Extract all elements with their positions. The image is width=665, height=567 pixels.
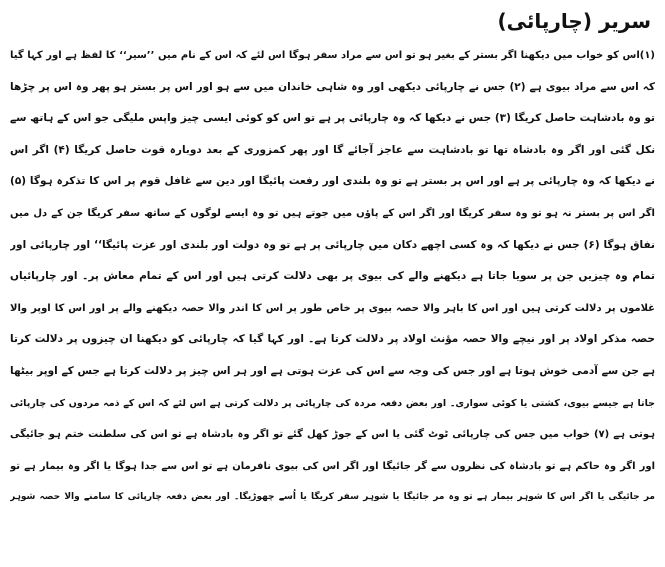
- text-line: جاتا ہے جیسے بیوی، کشتی یا کوئی سواری۔ اور بعض دفعہ مردہ کی چارپائی پر دلالت کرتی ہے اس لئے کہ اس کے ذمہ مردوں کی چارپائی: [10, 397, 655, 409]
- text-line: اور اگر وہ حاکم ہے تو بادشاہ کی نظروں سے گر جائیگا اور اگر اس کی بیوی نافرمان ہے تو اس سے جدا ہوگا یا اگر وہ بیمار ہے تو: [10, 460, 655, 472]
- text-line: مر جائیگی یا اگر اس کا شوہر بیمار ہے تو وہ مر جائیگا یا شوہر سفر کریگا یا اُسے چھوڑیگا۔ اور بعض دفعہ چارپائی کا سامنے والا حصہ شوہر: [10, 492, 655, 503]
- text-line: ہوتی ہے (۷) خواب میں جس کی چارپائی ٹوٹ گئی یا اس کے جوڑ کھل گئے تو اگر وہ بادشاہ ہے تو اس کی سلطنت ختم ہو جائیگی: [10, 429, 655, 441]
- text-line: (۱)اس کو خواب میں دیکھنا اگر بستر کے بغیر ہو تو اس سے مراد سفر ہوگا اس لئے کہ اس کے نام میں ’’سیر‘‘ کا لفظ ہے اور کہا گیا: [10, 50, 655, 61]
- text-line: نفاق ہوگا (۶) جس نے دیکھا کہ وہ کسی اچھے دکان میں چارپائی پر ہے تو وہ دولت اور بلندی اور عزت پائیگا‘‘ اور چارپائی اور: [10, 238, 655, 251]
- text-line: غلاموں پر دلالت کرتی ہیں اور اس کا باہر والا حصہ بیوی پر خاص طور پر اس کا اندر والا حصہ دیکھنے والے پر اور اس کا اوپر والا: [10, 302, 655, 314]
- text-line: نے دیکھا کہ وہ چارپائی پر ہے اور اس پر بستر ہے تو وہ بلندی اور رفعت پائیگا اور دین سے غافل قوم پر اس کا تذکرہ ہوگا (۵): [10, 175, 655, 188]
- text-line: تو وہ بادشاہت حاصل کریگا (۳) جس نے دیکھا کہ وہ چارپائی پر ہے تو اس کو کوئی ایسی چیز واپس ملیگی جو اس کے ہاتھ سے: [10, 112, 655, 125]
- page-title: [497, 9, 651, 33]
- text-line: ہے جن سے آدمی خوش ہوتا ہے اور جس کی وجہ سے اس کی عزت ہوتی ہے اور ہر اس چیز پر دلالت کرتا ہے جس کے اوپر بیٹھا: [10, 364, 655, 377]
- text-line: نکل گئی اور اگر وہ بادشاہ تھا تو بادشاہت سے عاجز آجائے گا اور پھر کمزوری کے بعد دوبارہ قوت حاصل کریگا (۴) اگر اس: [10, 143, 655, 156]
- text-line: حصہ مذکر اولاد پر اور نیچے والا حصہ مؤنث اولاد پر دلالت کرتا ہے۔ اور کہا گیا کہ چارپائی کو دیکھنا ان چیزوں پر دلالت کرتا: [10, 333, 655, 346]
- title-parenthetical: (چارپائی): [497, 9, 592, 33]
- heading-row: [10, 4, 655, 38]
- body-paragraph: [10, 40, 655, 514]
- document-page: [6, 4, 659, 563]
- text-line: کہ اس سے مراد بیوی ہے (۲) جس نے چارپائی دیکھی اور وہ شاہی خاندان میں سے ہو اور اس پر بستر ہو پھر وہ اس پر چڑھا: [10, 80, 655, 93]
- title-word: سریر: [598, 9, 651, 33]
- text-line: تمام وہ چیزیں جن پر سویا جاتا ہے دیکھنے والے کی بیوی پر بھی دلالت کرتی ہیں اور اس کے تمام معاش پر۔ اور چارپائیاں: [10, 270, 655, 283]
- text-line: اگر اس پر بستر نہ ہو تو وہ سفر کریگا اور اگر اس کے پاؤں میں جوتے ہیں تو وہ ایسے لوگوں کے ساتھ سفر کریگا جن کے دل میں: [10, 207, 655, 219]
